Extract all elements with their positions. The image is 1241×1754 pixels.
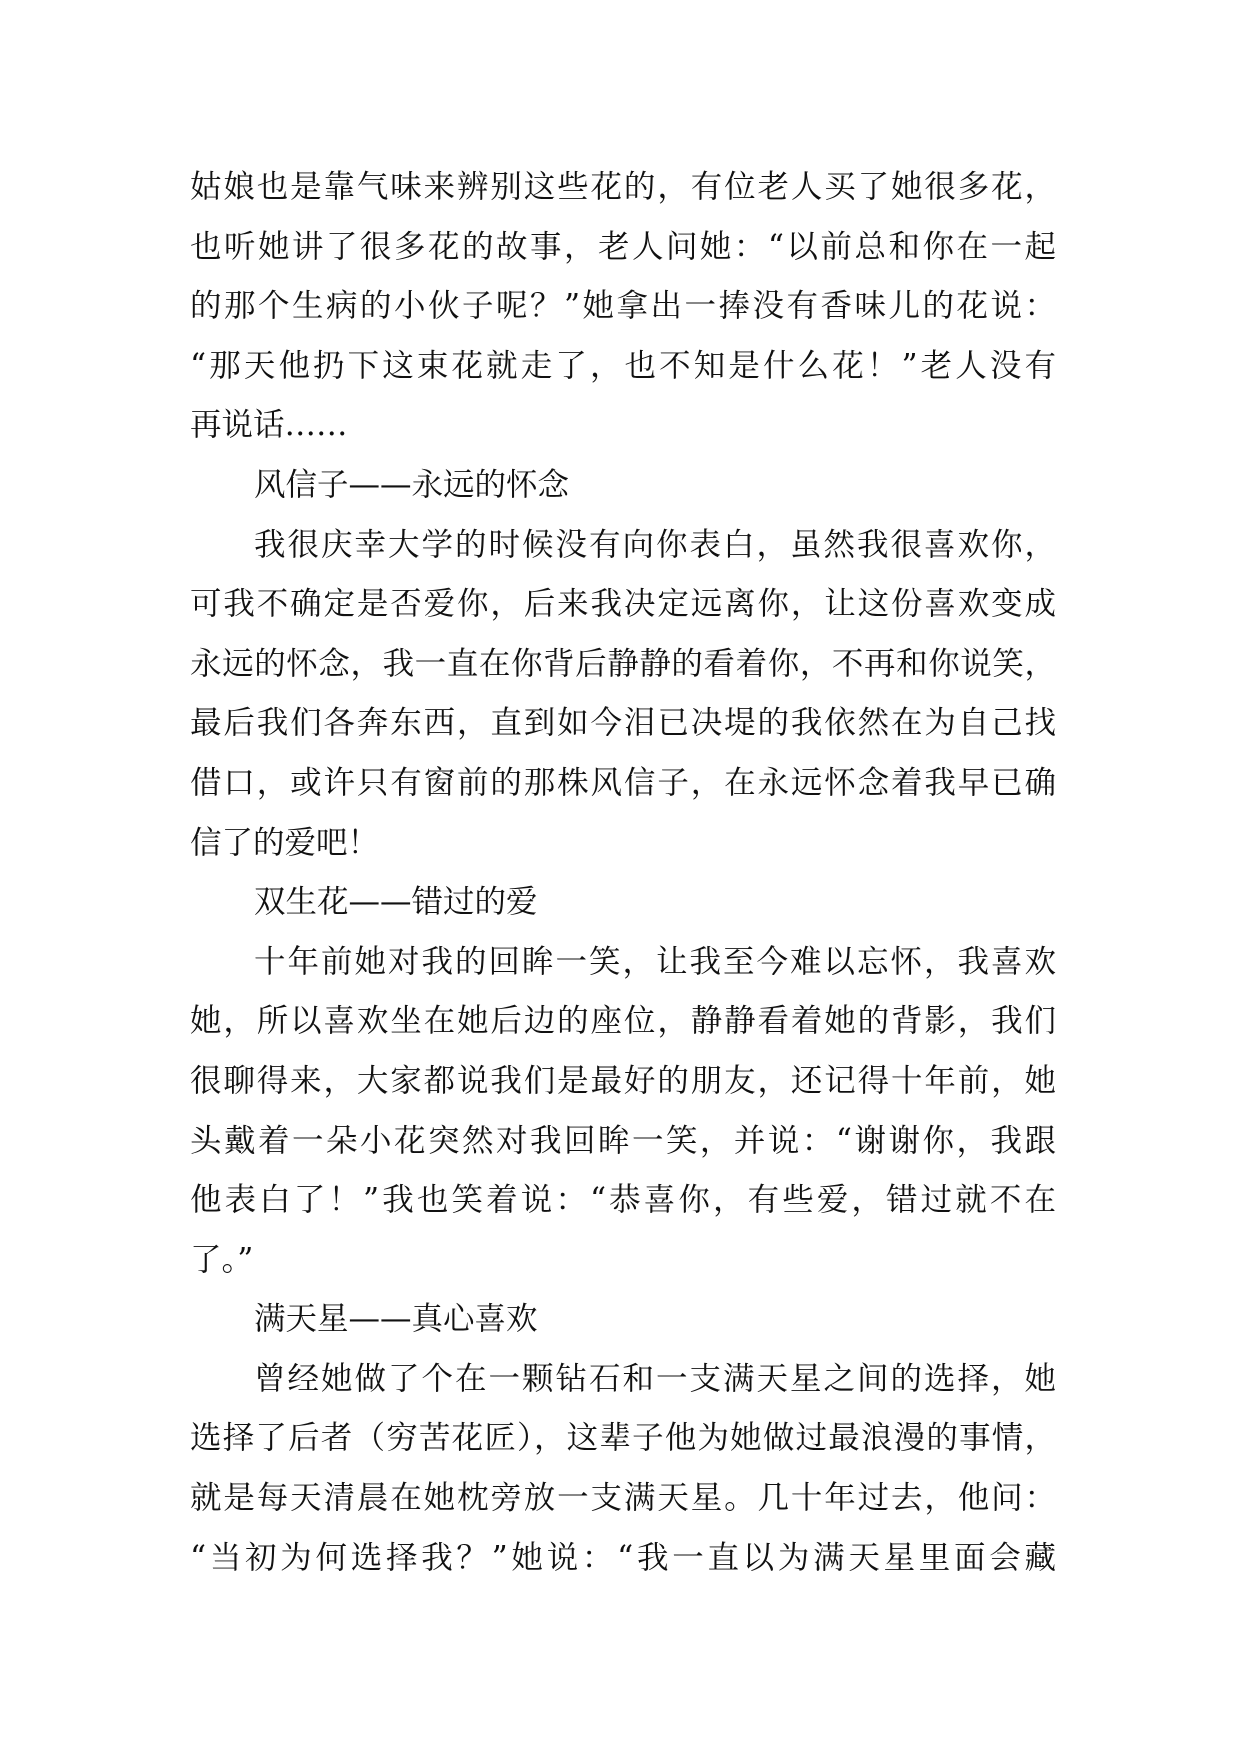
text-line: 最后我们各奔东西，直到如今泪已决堤的我依然在为自己找: [190, 705, 1056, 742]
text-line: 信了的爱吧！: [190, 824, 380, 861]
text-line: “当初为何选择我？”她说：“我一直以为满天星里面会藏: [190, 1539, 1056, 1576]
text-line: 她，所以喜欢坐在她后边的座位，静静看着她的背影，我们: [190, 1003, 1056, 1040]
text-line: 永远的怀念，我一直在你背后静静的看着你，不再和你说笑，: [190, 645, 1056, 682]
text-line: “那天他扔下这束花就走了，也不知是什么花！”老人没有: [190, 347, 1056, 384]
text-line: 姑娘也是靠气味来辨别这些花的，有位老人买了她很多花，: [190, 169, 1056, 205]
text-line: 就是每天清晨在她枕旁放一支满天星。几十年过去，他问：: [190, 1480, 1056, 1517]
text-line: 他表白了！”我也笑着说：“恭喜你，有些爱，错过就不在: [190, 1182, 1056, 1219]
text-line: 了。”: [190, 1241, 254, 1278]
text-line: 借口，或许只有窗前的那株风信子，在永远怀念着我早已确: [190, 764, 1056, 801]
text-line: 可我不确定是否爱你，后来我决定远离你，让这份喜欢变成: [190, 586, 1056, 623]
text-line: 头戴着一朵小花突然对我回眸一笑，并说：“谢谢你，我跟: [190, 1122, 1056, 1159]
text-line: 选择了后者（穷苦花匠），这辈子他为她做过最浪漫的事情，: [190, 1420, 1056, 1457]
section-heading: 双生花——错过的爱: [254, 884, 538, 921]
section-heading: 满天星——真心喜欢: [254, 1301, 538, 1338]
text-line: 的那个生病的小伙子呢？”她拿出一捧没有香味儿的花说：: [190, 288, 1056, 325]
paragraph-first-line: 曾经她做了个在一颗钻石和一支满天星之间的选择，她: [254, 1360, 1056, 1397]
paragraph-first-line: 十年前她对我的回眸一笑，让我至今难以忘怀，我喜欢: [254, 943, 1056, 980]
text-line: 也听她讲了很多花的故事，老人问她：“以前总和你在一起: [190, 228, 1056, 265]
text-line: 再说话……: [190, 407, 348, 444]
document-body: [190, 158, 1056, 1588]
paragraph-first-line: 我很庆幸大学的时候没有向你表白，虽然我很喜欢你，: [254, 526, 1056, 563]
section-heading: 风信子——永远的怀念: [254, 466, 570, 503]
text-line: 很聊得来，大家都说我们是最好的朋友，还记得十年前，她: [190, 1062, 1056, 1099]
